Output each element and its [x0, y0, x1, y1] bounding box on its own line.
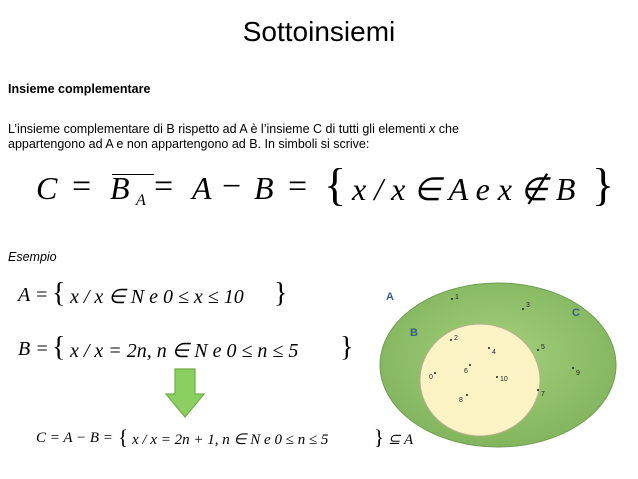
section-heading: Insieme complementare [8, 82, 151, 96]
element-10: 10 [500, 376, 508, 383]
main-formula: C = B A = A − B = { x / x ∈ A e x ∉ B } [36, 159, 615, 210]
slide-title: Sottoinsiemi [242, 16, 396, 47]
example-label: Esempio [8, 250, 57, 264]
definition-line-1: L’insieme complementare di B rispetto ad A è l’insieme C di tutti gli elementi x che [8, 122, 459, 136]
element-0: 0 [429, 374, 433, 381]
element-4: 4 [492, 349, 496, 356]
element-6: 6 [464, 368, 468, 375]
element-7: 7 [541, 391, 545, 398]
label-a: A [386, 291, 394, 303]
element-8: 8 [459, 397, 463, 404]
overline [112, 174, 154, 175]
element-3: 3 [526, 302, 530, 309]
label-c: C [572, 307, 580, 319]
venn-diagram [378, 280, 618, 450]
definition-line-2: appartengono ad A e non appartengono ad B. In simboli si scrive: [8, 137, 370, 151]
element-9: 9 [576, 370, 580, 377]
element-2: 2 [454, 335, 458, 342]
label-b: B [410, 327, 418, 339]
down-arrow-icon [165, 368, 205, 418]
definition-paragraph [8, 122, 628, 152]
set-b-circle [420, 324, 540, 436]
element-5: 5 [541, 344, 545, 351]
element-1: 1 [455, 294, 459, 301]
